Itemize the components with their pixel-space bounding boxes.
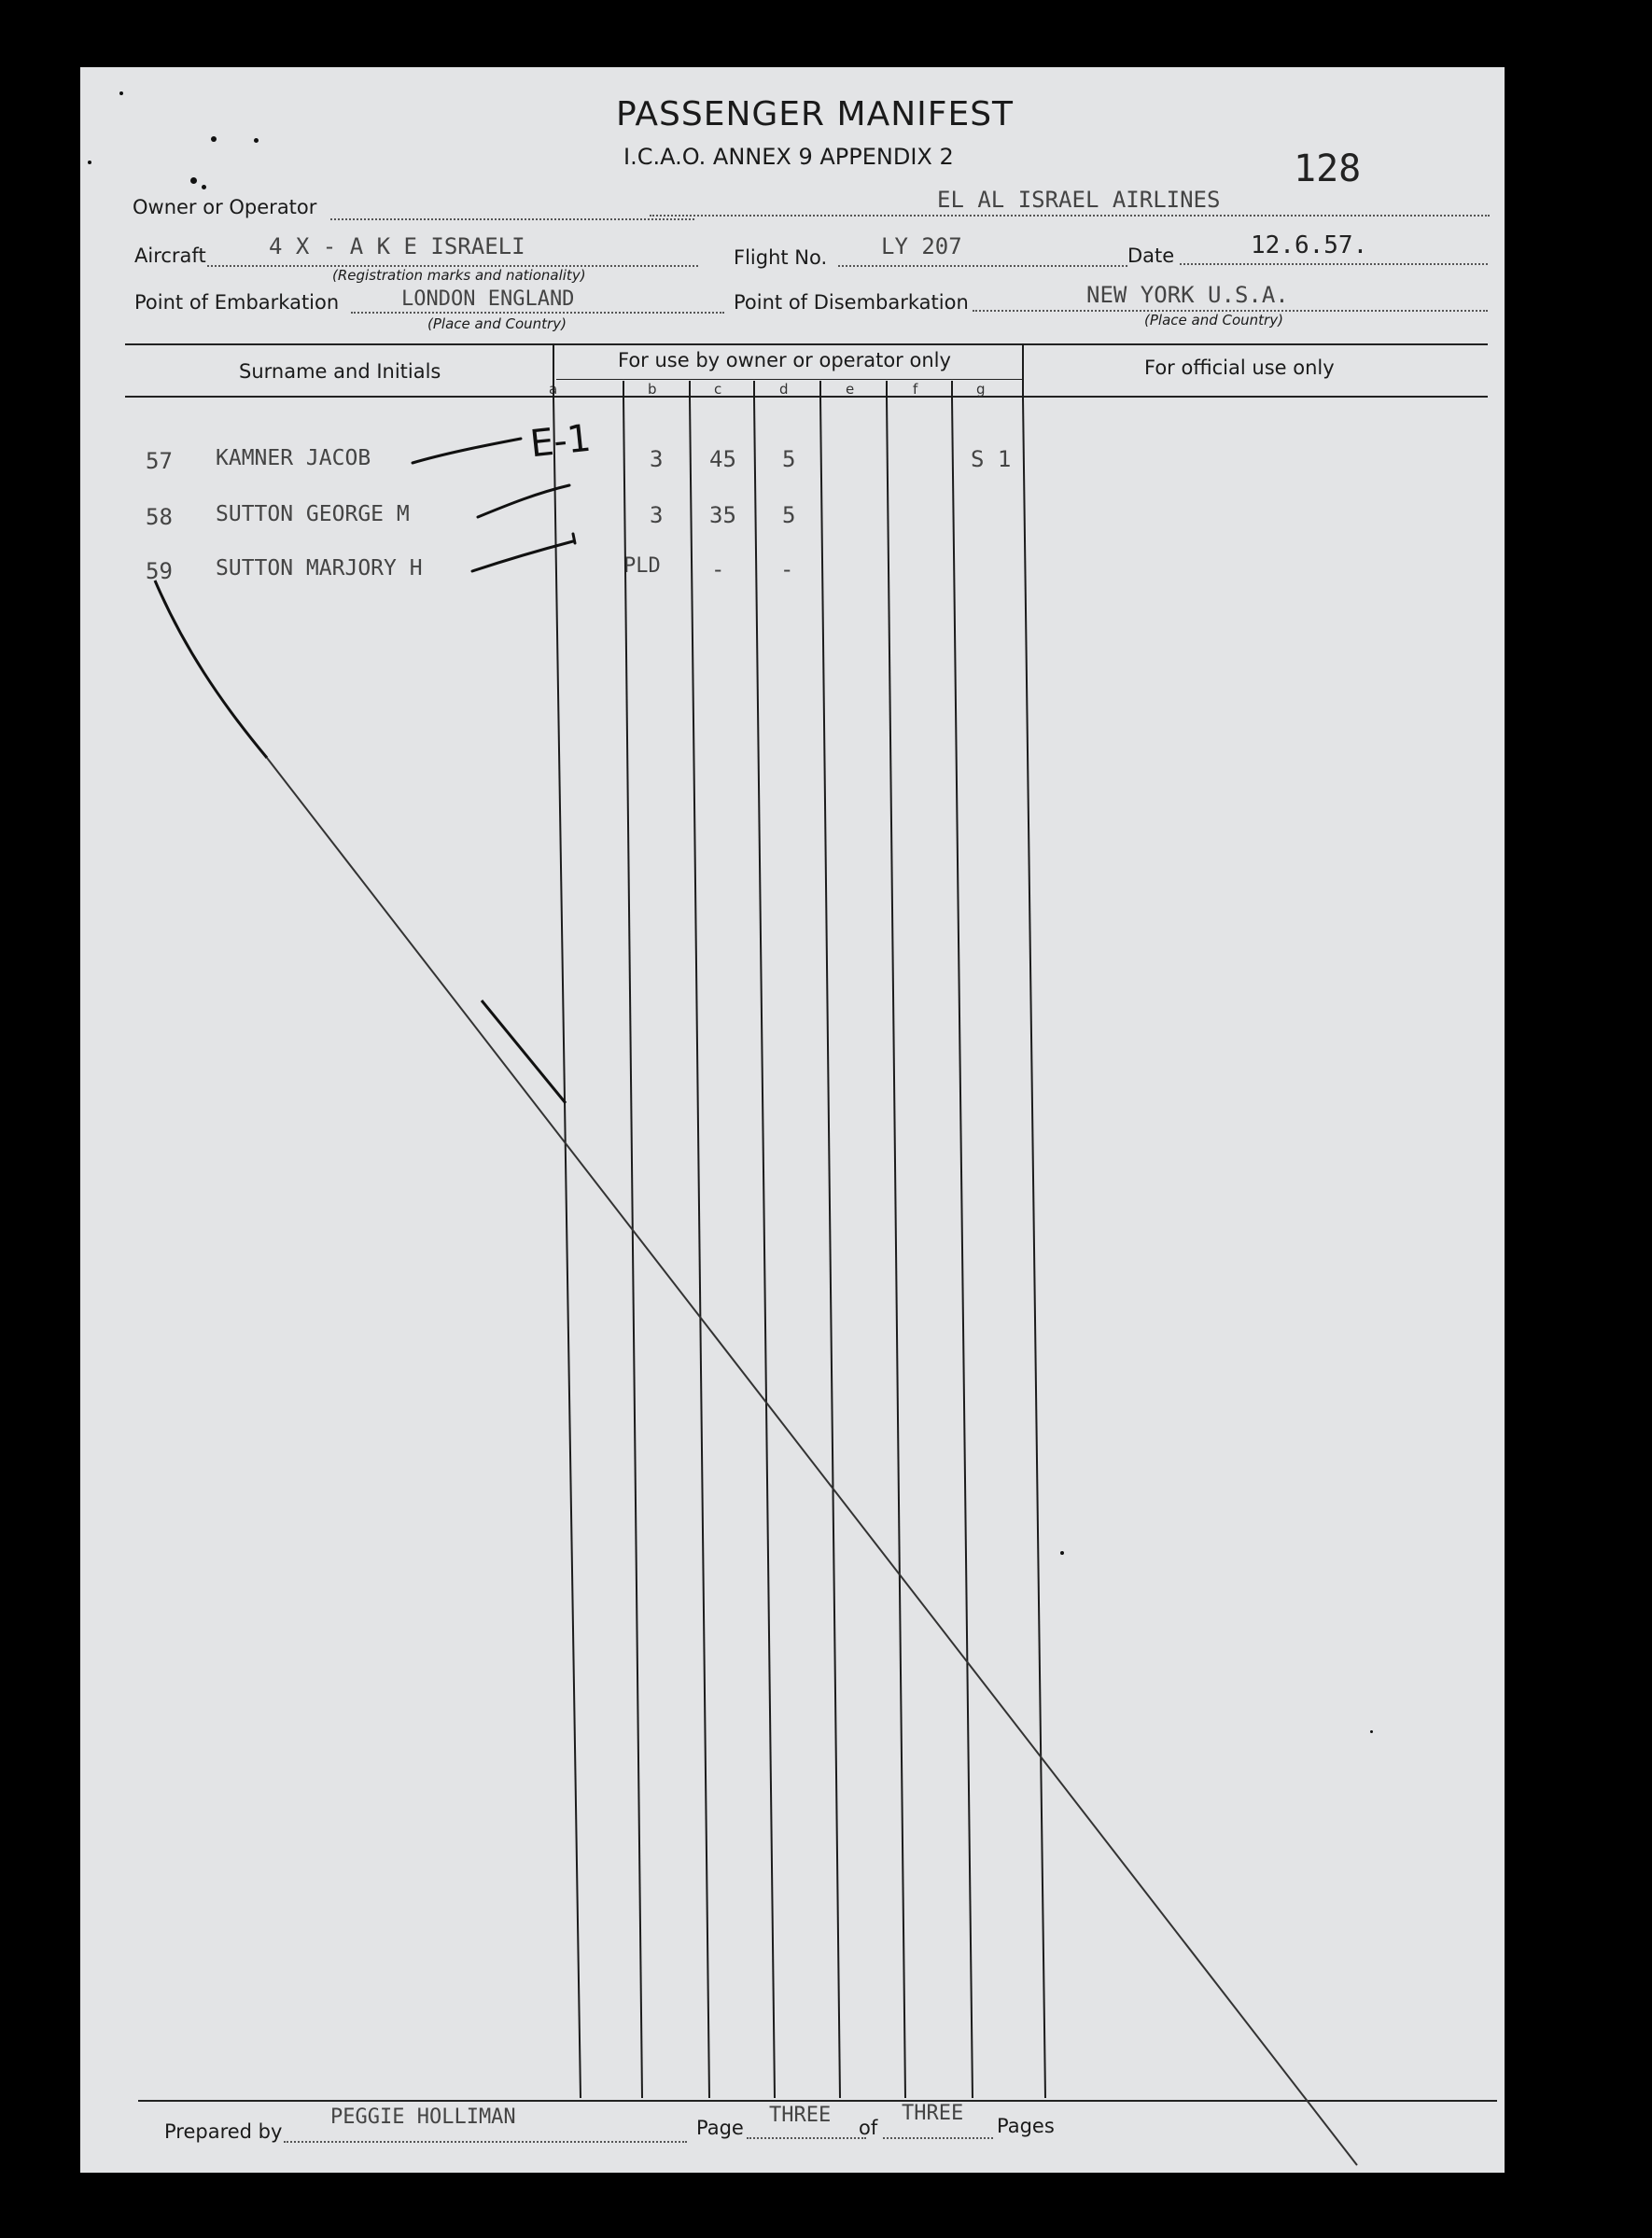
document-subtitle: I.C.A.O. ANNEX 9 APPENDIX 2 — [623, 144, 954, 170]
page-number: 128 — [1294, 147, 1362, 190]
manifest-sheet — [80, 67, 1505, 2173]
row-59-b: PLD — [623, 554, 661, 578]
registration-note: (Registration marks and nationality) — [332, 267, 586, 284]
row-57-number: 57 — [146, 448, 173, 474]
of-label: of — [859, 2117, 878, 2139]
disembarkation-label: Point of Disembarkation — [734, 291, 969, 314]
row-59-number: 59 — [146, 558, 173, 584]
row-58-c: 35 — [709, 502, 736, 528]
operator-header: For use by owner or operator only — [618, 349, 951, 371]
date-value: 12.6.57. — [1251, 231, 1368, 259]
disembarkation-note: (Place and Country) — [1144, 312, 1283, 329]
row-58-b: 3 — [650, 502, 664, 528]
column-d: d — [779, 381, 789, 398]
owner-label: Owner or Operator — [133, 196, 317, 218]
handwritten-e1: E-1 — [527, 416, 594, 467]
row-58-name: SUTTON GEORGE M — [216, 502, 410, 526]
column-b: b — [648, 381, 657, 398]
total-pages-value: THREE — [902, 2102, 964, 2125]
column-g: g — [976, 381, 986, 398]
disembarkation-value: NEW YORK U.S.A. — [1086, 282, 1289, 308]
page-label: Page — [696, 2117, 744, 2139]
row-58-d: 5 — [782, 502, 796, 528]
column-a: a — [549, 381, 558, 398]
row-57-name: KAMNER JACOB — [216, 446, 371, 470]
pages-label: Pages — [997, 2115, 1055, 2137]
row-58-number: 58 — [146, 504, 173, 530]
page-value: THREE — [769, 2104, 832, 2127]
flight-no-label: Flight No. — [734, 246, 828, 269]
row-57-c: 45 — [709, 446, 736, 472]
embarkation-note: (Place and Country) — [427, 315, 567, 332]
row-57-d: 5 — [782, 446, 796, 472]
row-57-b: 3 — [650, 446, 664, 472]
document-title: PASSENGER MANIFEST — [616, 95, 1015, 133]
row-57-g: S 1 — [971, 446, 1012, 472]
prepared-by-value: PEGGIE HOLLIMAN — [330, 2105, 516, 2129]
surname-header: Surname and Initials — [239, 360, 441, 383]
aircraft-value: 4 X - A K E ISRAELI — [269, 233, 525, 259]
official-header: For official use only — [1144, 357, 1335, 379]
date-label: Date — [1127, 245, 1175, 267]
row-59-c: - — [711, 556, 725, 582]
aircraft-label: Aircraft — [134, 245, 206, 267]
owner-value: EL AL ISRAEL AIRLINES — [937, 187, 1221, 213]
prepared-by-label: Prepared by — [164, 2120, 283, 2143]
row-59-d: - — [780, 556, 794, 582]
row-59-name: SUTTON MARJORY H — [216, 556, 423, 580]
manifest-rulings — [80, 67, 1505, 2173]
embarkation-label: Point of Embarkation — [134, 291, 340, 314]
column-f: f — [913, 381, 918, 398]
embarkation-value: LONDON ENGLAND — [401, 287, 575, 311]
column-e: e — [846, 381, 855, 398]
flight-no-value: LY 207 — [881, 233, 962, 259]
column-c: c — [714, 381, 722, 398]
